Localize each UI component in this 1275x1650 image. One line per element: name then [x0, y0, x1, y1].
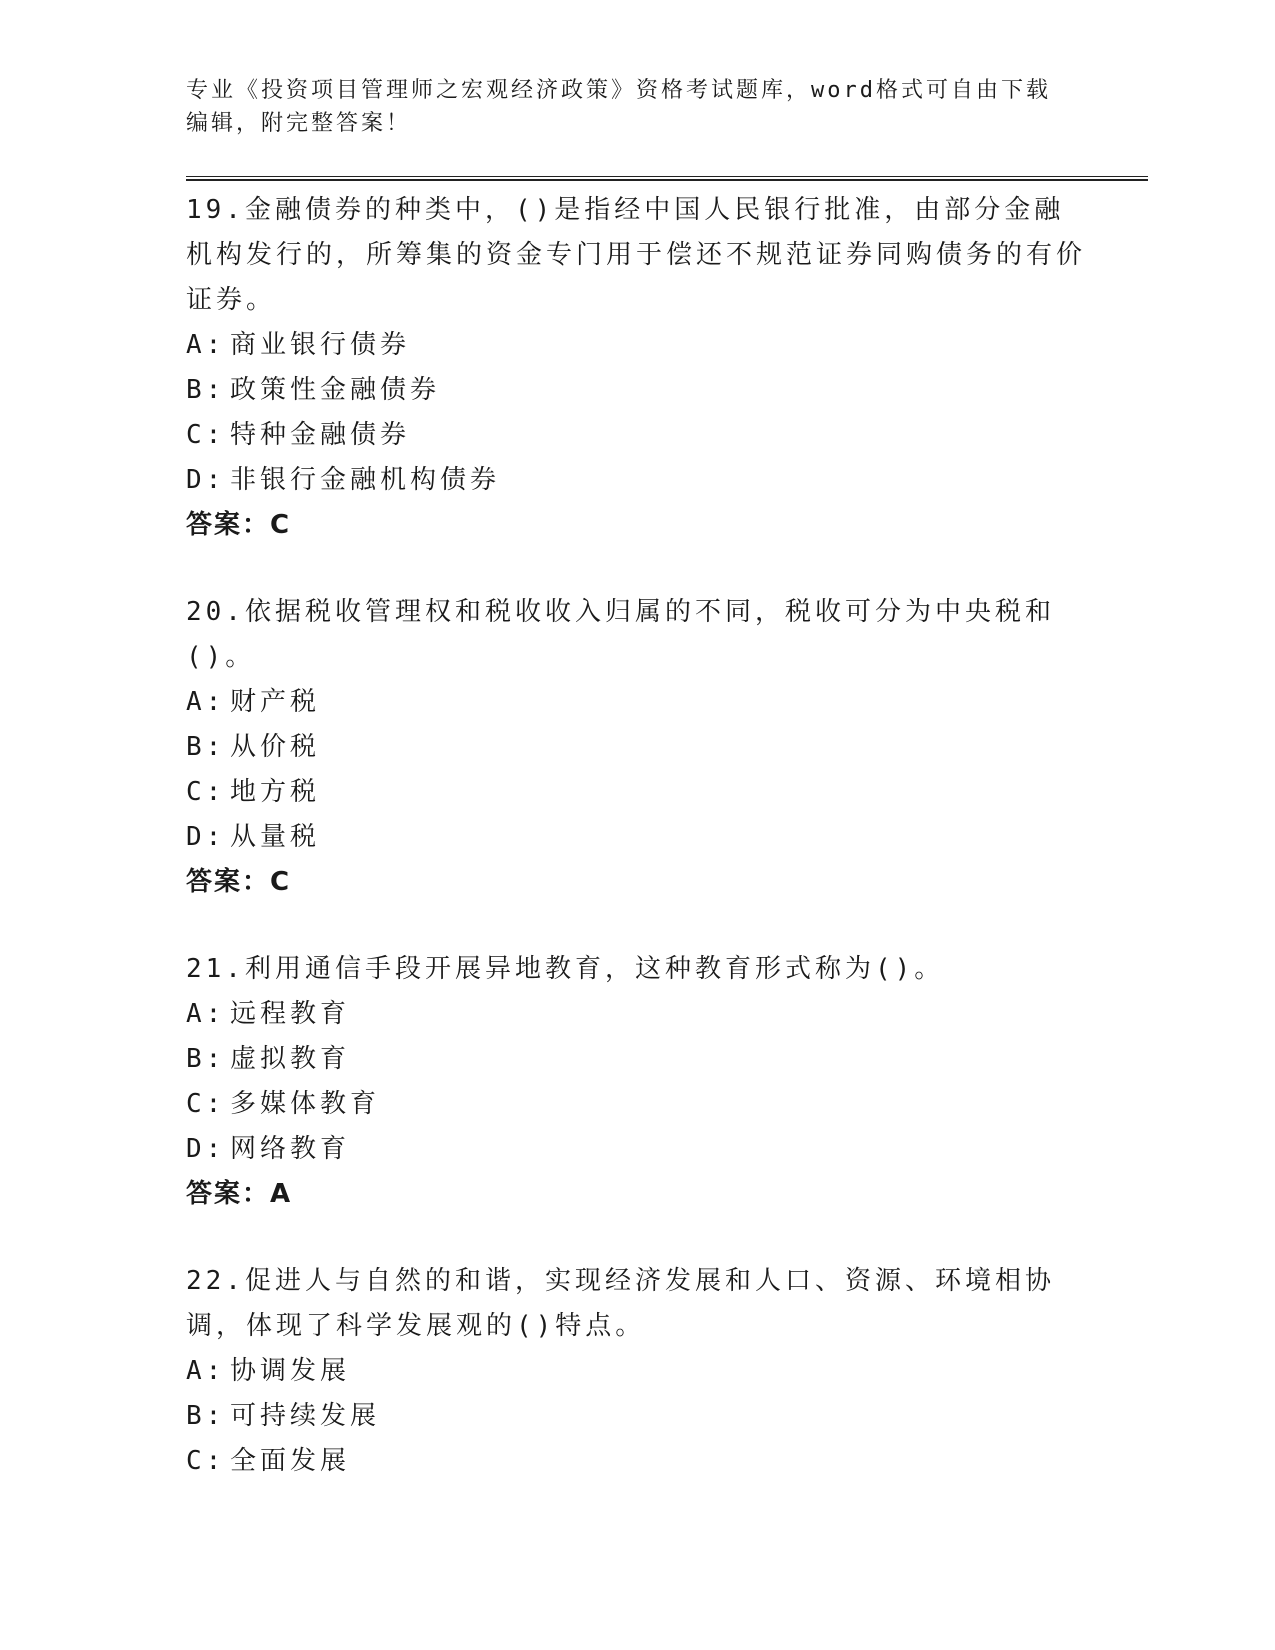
question-text: 19.金融债券的种类中，()是指经中国人民银行批准，由部分金融机构发行的，所筹集的资金专门用于偿还不规范证券同购债务的有价证券。	[186, 195, 1087, 315]
option-text: 多媒体教育	[230, 1089, 381, 1119]
question-text: 21.利用通信手段开展异地教育，这种教育形式称为()。	[186, 954, 945, 984]
option-b	[186, 725, 1086, 770]
option-b	[186, 1037, 1086, 1082]
option-text: 从量税	[230, 822, 321, 852]
option-a	[186, 323, 1086, 368]
question-text: 22.促进人与自然的和谐，实现经济发展和人口、资源、环境相协调，体现了科学发展观的()特点。	[186, 1266, 1055, 1341]
option-b	[186, 368, 1086, 413]
option-key: C:	[186, 420, 226, 450]
question-list	[186, 188, 1086, 1526]
header-divider	[186, 176, 1148, 181]
question-19	[186, 188, 1086, 548]
option-a	[186, 1349, 1086, 1394]
option-c	[186, 1082, 1086, 1127]
option-text: 虚拟教育	[230, 1044, 351, 1074]
option-key: D:	[186, 1134, 226, 1164]
option-text: 非银行金融机构债券	[230, 465, 501, 495]
option-text: 地方税	[230, 777, 321, 807]
option-key: B:	[186, 1401, 226, 1431]
option-key: C:	[186, 1446, 226, 1476]
answer: 答案：C	[186, 867, 292, 897]
option-text: 可持续发展	[230, 1401, 381, 1431]
option-text: 全面发展	[230, 1446, 351, 1476]
option-key: D:	[186, 822, 226, 852]
option-text: 政策性金融债券	[230, 375, 441, 405]
document-header: 专业《投资项目管理师之宏观经济政策》资格考试题库，word格式可自由下载编辑，附完整答案！	[186, 78, 1051, 136]
option-key: A:	[186, 330, 226, 360]
option-key: B:	[186, 375, 226, 405]
option-d	[186, 458, 1086, 503]
answer: 答案：C	[186, 510, 292, 540]
option-text: 商业银行债券	[230, 330, 411, 360]
option-text: 财产税	[230, 687, 321, 717]
question-22	[186, 1259, 1086, 1484]
option-text: 网络教育	[230, 1134, 351, 1164]
option-a	[186, 992, 1086, 1037]
option-b	[186, 1394, 1086, 1439]
option-text: 特种金融债券	[230, 420, 411, 450]
option-d	[186, 815, 1086, 860]
question-20	[186, 590, 1086, 905]
option-text: 远程教育	[230, 999, 351, 1029]
option-key: C:	[186, 1089, 226, 1119]
option-key: D:	[186, 465, 226, 495]
option-text: 协调发展	[230, 1356, 351, 1386]
option-key: A:	[186, 1356, 226, 1386]
option-d	[186, 1127, 1086, 1172]
question-21	[186, 947, 1086, 1217]
option-key: B:	[186, 732, 226, 762]
option-key: A:	[186, 999, 226, 1029]
option-text: 从价税	[230, 732, 321, 762]
option-key: B:	[186, 1044, 226, 1074]
answer: 答案：A	[186, 1179, 293, 1209]
option-key: C:	[186, 777, 226, 807]
option-key: A:	[186, 687, 226, 717]
option-c	[186, 1439, 1086, 1484]
option-c	[186, 413, 1086, 458]
option-a	[186, 680, 1086, 725]
option-c	[186, 770, 1086, 815]
question-text: 20.依据税收管理权和税收收入归属的不同，税收可分为中央税和()。	[186, 597, 1055, 672]
